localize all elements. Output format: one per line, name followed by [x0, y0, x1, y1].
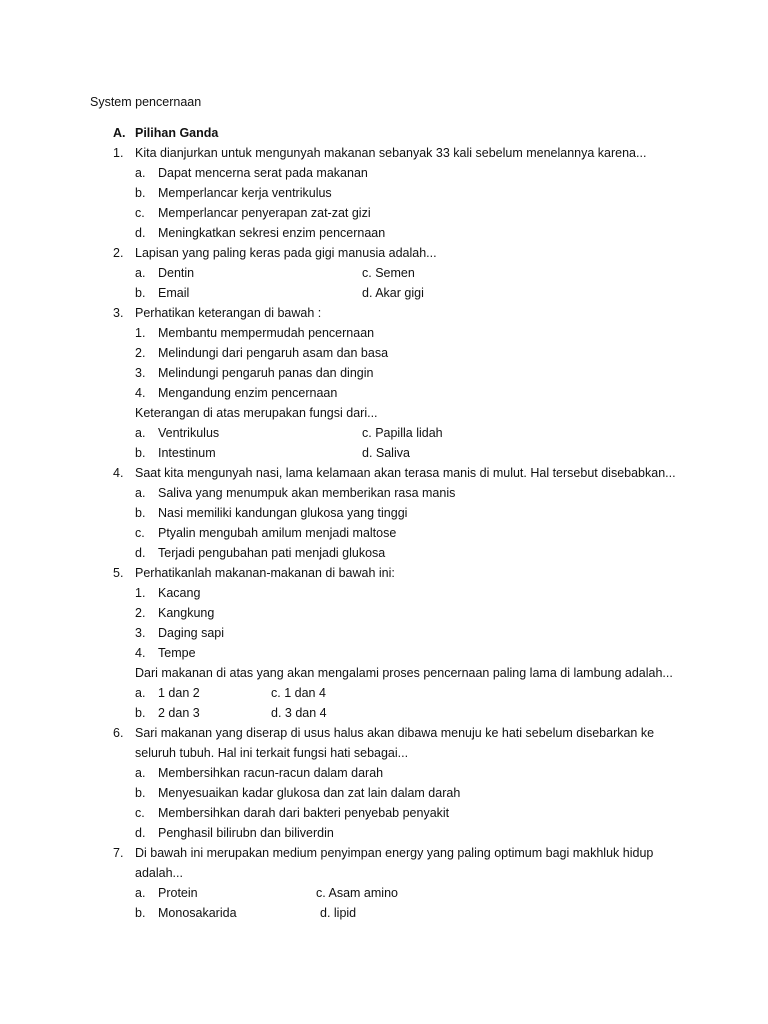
question-5 — [0, 563, 768, 583]
statement-marker: 3. — [135, 366, 146, 380]
document-title: System pencernaan — [90, 95, 202, 109]
option-text-right: c. Asam amino — [316, 886, 398, 900]
section-label: Pilihan Ganda — [135, 126, 219, 140]
option — [0, 783, 768, 803]
question-number: 6. — [113, 726, 124, 740]
option-marker: b. — [135, 186, 146, 200]
question-number: 2. — [113, 246, 124, 260]
statement-text: Kangkung — [158, 606, 215, 620]
option-text-right: c. Papilla lidah — [362, 426, 443, 440]
statement-text: Tempe — [158, 646, 196, 660]
option-text: Meningkatkan sekresi enzim pencernaan — [158, 226, 386, 240]
question-followup — [0, 663, 768, 683]
statement-marker: 4. — [135, 386, 146, 400]
question-3 — [0, 303, 768, 323]
option-marker: a. — [135, 686, 146, 700]
question-number: 1. — [113, 146, 124, 160]
option-text-right: d. 3 dan 4 — [271, 706, 327, 720]
statement-marker: 3. — [135, 626, 146, 640]
option — [0, 523, 768, 543]
question-text-cont: adalah... — [135, 866, 183, 880]
option-marker: c. — [135, 526, 145, 540]
statement-marker: 1. — [135, 586, 146, 600]
question-text: Perhatikan keterangan di bawah : — [135, 306, 322, 320]
option — [0, 223, 768, 243]
option — [0, 483, 768, 503]
option-marker: a. — [135, 166, 146, 180]
statement-marker: 2. — [135, 606, 146, 620]
option-row — [0, 423, 768, 443]
question-text-continued — [0, 743, 768, 763]
option-marker: d. — [135, 546, 146, 560]
option-text: Saliva yang menumpuk akan memberikan rasa manis — [158, 486, 456, 500]
option-row — [0, 703, 768, 723]
option-marker: b. — [135, 446, 146, 460]
option-marker: b. — [135, 906, 146, 920]
option-marker: b. — [135, 506, 146, 520]
option-row — [0, 263, 768, 283]
option-text: Membersihkan darah dari bakteri penyebab penyakit — [158, 806, 450, 820]
option — [0, 803, 768, 823]
question-list — [0, 123, 768, 923]
question-text-continued — [0, 863, 768, 883]
option-text: 1 dan 2 — [158, 686, 200, 700]
statement-text: Daging sapi — [158, 626, 225, 640]
option-row — [0, 443, 768, 463]
question-number: 4. — [113, 466, 124, 480]
option-marker: c. — [135, 806, 145, 820]
option-text-right: d. Saliva — [362, 446, 410, 460]
option-text: Penghasil bilirubn dan biliverdin — [158, 826, 334, 840]
option-text: Menyesuaikan kadar glukosa dan zat lain dalam darah — [158, 786, 461, 800]
option-marker: a. — [135, 766, 146, 780]
option-text: Intestinum — [158, 446, 216, 460]
question-text: Di bawah ini merupakan medium penyimpan energy yang paling optimum bagi makhluk hidup — [135, 846, 654, 860]
option — [0, 203, 768, 223]
option-marker: d. — [135, 226, 146, 240]
option-marker: a. — [135, 886, 146, 900]
option — [0, 543, 768, 563]
question-1 — [0, 143, 768, 163]
option-text: 2 dan 3 — [158, 706, 200, 720]
option — [0, 763, 768, 783]
option-marker: b. — [135, 706, 146, 720]
option-text: Protein — [158, 886, 198, 900]
question-6 — [0, 723, 768, 743]
statement — [0, 323, 768, 343]
option-text: Memperlancar kerja ventrikulus — [158, 186, 332, 200]
statement-marker: 2. — [135, 346, 146, 360]
statement — [0, 383, 768, 403]
option-text: Monosakarida — [158, 906, 237, 920]
question-followup — [0, 403, 768, 423]
followup-text: Dari makanan di atas yang akan mengalami proses pencernaan paling lama di lambung adalah... — [135, 666, 673, 680]
question-text-cont: seluruh tubuh. Hal ini terkait fungsi hati sebagai... — [135, 746, 409, 760]
option-marker: a. — [135, 266, 146, 280]
option-text: Membersihkan racun-racun dalam darah — [158, 766, 384, 780]
option-text: Memperlancar penyerapan zat-zat gizi — [158, 206, 371, 220]
question-number: 3. — [113, 306, 124, 320]
statement-text: Kacang — [158, 586, 201, 600]
option-marker: a. — [135, 426, 146, 440]
question-number: 5. — [113, 566, 124, 580]
statement-text: Melindungi dari pengaruh asam dan basa — [158, 346, 389, 360]
statement — [0, 363, 768, 383]
option-text: Ptyalin mengubah amilum menjadi maltose — [158, 526, 397, 540]
statement — [0, 643, 768, 663]
option-text: Ventrikulus — [158, 426, 220, 440]
option-row — [0, 283, 768, 303]
statement-marker: 4. — [135, 646, 146, 660]
question-text: Saat kita mengunyah nasi, lama kelamaan akan terasa manis di mulut. Hal tersebut disebabkan... — [135, 466, 676, 480]
question-text: Kita dianjurkan untuk mengunyah makanan sebanyak 33 kali sebelum menelannya karena... — [135, 146, 647, 160]
option-text-right: d. lipid — [320, 906, 357, 920]
option-row — [0, 883, 768, 903]
section-marker: A. — [113, 126, 126, 140]
option-text-right: d. Akar gigi — [362, 286, 424, 300]
option — [0, 163, 768, 183]
question-text: Perhatikanlah makanan-makanan di bawah ini: — [135, 566, 395, 580]
option-marker: b. — [135, 286, 146, 300]
question-number: 7. — [113, 846, 124, 860]
option-text-right: c. 1 dan 4 — [271, 686, 326, 700]
option-marker: a. — [135, 486, 146, 500]
question-7 — [0, 843, 768, 863]
option-text: Email — [158, 286, 190, 300]
option-marker: b. — [135, 786, 146, 800]
option-marker: d. — [135, 826, 146, 840]
option-text-right: c. Semen — [362, 266, 415, 280]
followup-text: Keterangan di atas merupakan fungsi dari... — [135, 406, 378, 420]
statement — [0, 623, 768, 643]
option-text: Terjadi pengubahan pati menjadi glukosa — [158, 546, 386, 560]
question-text: Sari makanan yang diserap di usus halus akan dibawa menuju ke hati sebelum disebarkan ke — [135, 726, 655, 740]
option-marker: c. — [135, 206, 145, 220]
statement-text: Mengandung enzim pencernaan — [158, 386, 338, 400]
statement-text: Membantu mempermudah pencernaan — [158, 326, 375, 340]
option-text: Nasi memiliki kandungan glukosa yang tinggi — [158, 506, 408, 520]
statement — [0, 603, 768, 623]
option-row — [0, 683, 768, 703]
option-text: Dapat mencerna serat pada makanan — [158, 166, 368, 180]
statement — [0, 583, 768, 603]
question-text: Lapisan yang paling keras pada gigi manusia adalah... — [135, 246, 437, 260]
section-header — [0, 123, 768, 143]
question-2 — [0, 243, 768, 263]
statement-marker: 1. — [135, 326, 146, 340]
statement — [0, 343, 768, 363]
option-row — [0, 903, 768, 923]
statement-text: Melindungi pengaruh panas dan dingin — [158, 366, 374, 380]
option — [0, 183, 768, 203]
option-text: Dentin — [158, 266, 195, 280]
option — [0, 823, 768, 843]
option — [0, 503, 768, 523]
question-4 — [0, 463, 768, 483]
